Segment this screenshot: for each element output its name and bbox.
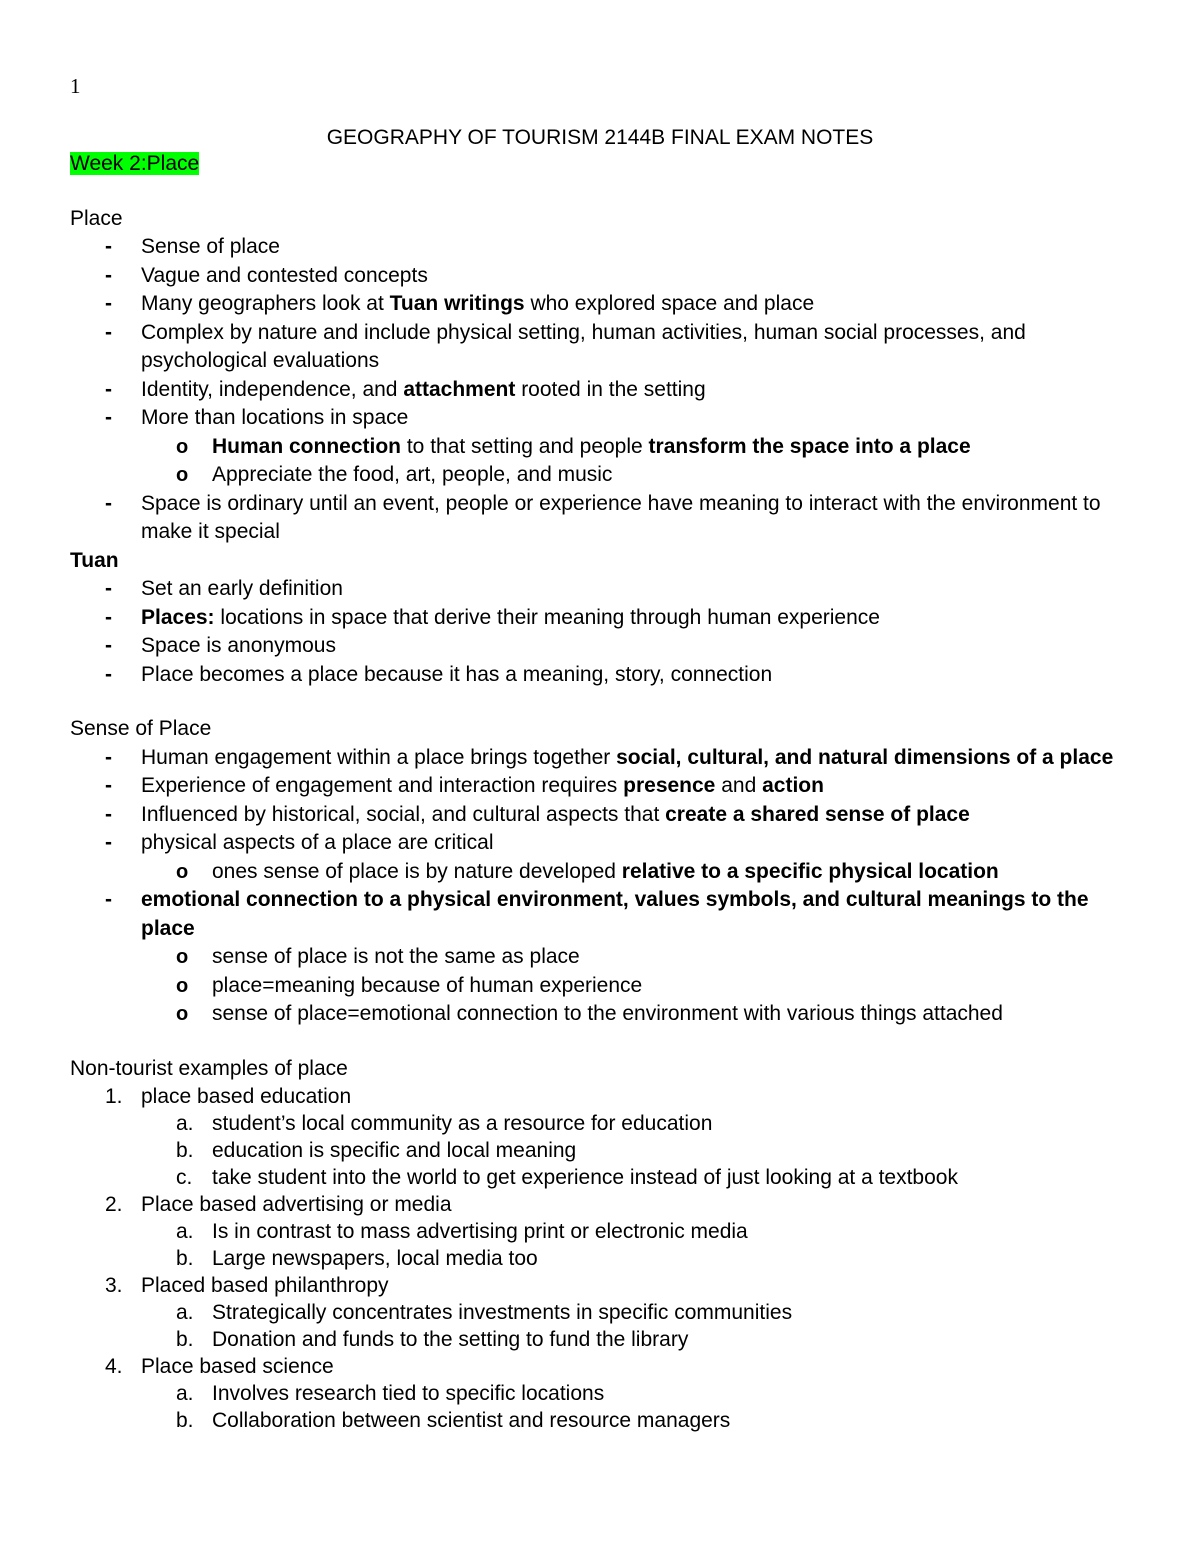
non-tourist-heading: Non-tourist examples of place (70, 1056, 348, 1080)
document-body (70, 150, 1140, 1434)
list-item: o place=meaning because of human experience (141, 972, 1140, 1001)
list-item: - Complex by nature and include physical setting, human activities, human social processes, and psychological evaluations (70, 319, 1140, 376)
sub-list (141, 1218, 1140, 1272)
list-item: - Human engagement within a place brings together social, cultural, and natural dimensions of a place (70, 744, 1140, 773)
list-item: - Identity, independence, and attachment rooted in the setting (70, 376, 1140, 405)
sub-list (141, 1380, 1140, 1434)
list-item: 4. Place based science a. Involves research tied to specific locations b. Collaboration between scientist and resource managers (70, 1353, 1140, 1434)
sense-of-place-heading: Sense of Place (70, 717, 212, 740)
list-item: b. Donation and funds to the setting to fund the library (176, 1328, 689, 1351)
list-item: c. take student into the world to get experience instead of just looking at a textbook (176, 1166, 958, 1189)
list-item: - More than locations in space o Human connection to that setting and people transform the space into a place o Appreciate the food, art, people, and music (70, 404, 1140, 490)
list-item: a. Is in contrast to mass advertising print or electronic media (176, 1220, 748, 1243)
document-title: GEOGRAPHY OF TOURISM 2144B FINAL EXAM NOTES (326, 126, 874, 149)
list-item: o sense of place=emotional connection to the environment with various things attached (141, 1000, 1140, 1029)
place-heading: Place (70, 206, 123, 230)
list-item: - Set an early definition (70, 575, 1140, 604)
list-item: - Places: locations in space that derive their meaning through human experience (70, 604, 1140, 633)
sub-list (141, 1110, 1140, 1191)
list-item: o Appreciate the food, art, people, and music (141, 461, 1140, 490)
list-item: - Space is anonymous (70, 632, 1140, 661)
list-item: - Vague and contested concepts (70, 262, 1140, 291)
list-item: a. Strategically concentrates investments in specific communities (176, 1301, 793, 1324)
list-item: - Sense of place (70, 233, 1140, 262)
list-item: 1. place based education a. student’s local community as a resource for education b. education is specific and local meaning c. take student into the world to get experience instead of just looking at a textbook (70, 1083, 1140, 1191)
list-item: b. Collaboration between scientist and resource managers (176, 1409, 731, 1432)
week-heading-highlight: Week 2:Place (70, 152, 200, 175)
list-item: - emotional connection to a physical environment, values symbols, and cultural meanings to the place o sense of place is not the same as place o place=meaning because of human experience o sense of place=emotional connection to the environment with various things attached (70, 886, 1140, 1029)
tuan-bullets (70, 575, 1140, 689)
sense-bullets (70, 744, 1140, 1029)
list-item: - Experience of engagement and interaction requires presence and action (70, 772, 1140, 801)
list-item: a. Involves research tied to specific locations (176, 1382, 605, 1405)
sub-list (141, 1299, 1140, 1353)
list-item: - physical aspects of a place are critical o ones sense of place is by nature developed relative to a specific physical location (70, 829, 1140, 886)
tuan-heading: Tuan (70, 548, 119, 572)
list-item: o Human connection to that setting and people transform the space into a place (141, 433, 1140, 462)
page-number: 1 (70, 74, 81, 98)
list-item: - Space is ordinary until an event, people or experience have meaning to interact with the environment to make it special (70, 490, 1140, 547)
list-item: b. Large newspapers, local media too (176, 1247, 538, 1270)
list-item: - Many geographers look at Tuan writings who explored space and place (70, 290, 1140, 319)
list-item: o ones sense of place is by nature developed relative to a specific physical location (141, 858, 1140, 887)
sub-list (141, 433, 1140, 490)
non-tourist-list (70, 1083, 1140, 1434)
place-bullets (70, 233, 1140, 547)
list-item: 3. Placed based philanthropy a. Strategically concentrates investments in specific communities b. Donation and funds to the setting to fund the library (70, 1272, 1140, 1353)
list-item: - Influenced by historical, social, and cultural aspects that create a shared sense of place (70, 801, 1140, 830)
list-item: - Place becomes a place because it has a meaning, story, connection (70, 661, 1140, 690)
list-item: b. education is specific and local meaning (176, 1139, 577, 1162)
sub-list (141, 943, 1140, 1029)
list-item: a. student’s local community as a resource for education (176, 1112, 713, 1135)
list-item: o sense of place is not the same as place (141, 943, 1140, 972)
list-item: 2. Place based advertising or media a. Is in contrast to mass advertising print or electronic media b. Large newspapers, local media too (70, 1191, 1140, 1272)
week-heading (70, 150, 1140, 179)
sub-list (141, 858, 1140, 887)
